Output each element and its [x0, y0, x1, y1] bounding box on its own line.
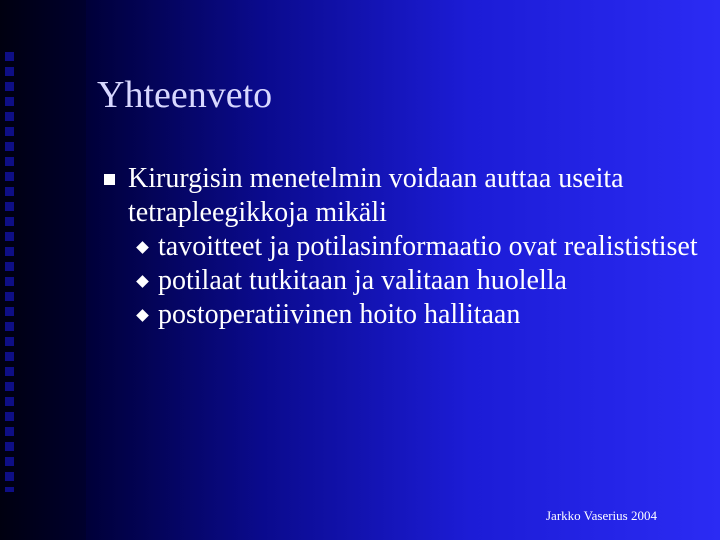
bullet-text: Kirurgisin menetelmin voidaan auttaa useita tetrapleegikkoja mikäli — [128, 163, 624, 228]
sub-bullet-item — [128, 298, 703, 332]
diamond-bullet-icon — [136, 241, 149, 254]
sub-bullet-list — [128, 230, 703, 332]
footer-author: Jarkko Vaserius 2004 — [546, 508, 657, 523]
bullet-list — [103, 162, 703, 332]
slide-title: Yhteenveto — [97, 74, 273, 116]
sub-bullet-item — [128, 230, 703, 264]
sub-bullet-text: potilaat tutkitaan ja valitaan huolella — [158, 265, 567, 296]
sub-bullet-item — [128, 264, 703, 298]
diamond-bullet-icon — [136, 275, 149, 288]
decorative-square-column — [5, 52, 14, 492]
sub-bullet-text: postoperatiivinen hoito hallitaan — [158, 299, 521, 330]
square-bullet-icon — [104, 174, 115, 185]
sub-bullet-text: tavoitteet ja potilasinformaatio ovat realististiset — [158, 231, 698, 262]
diamond-bullet-icon — [136, 309, 149, 322]
bullet-item — [103, 162, 703, 332]
